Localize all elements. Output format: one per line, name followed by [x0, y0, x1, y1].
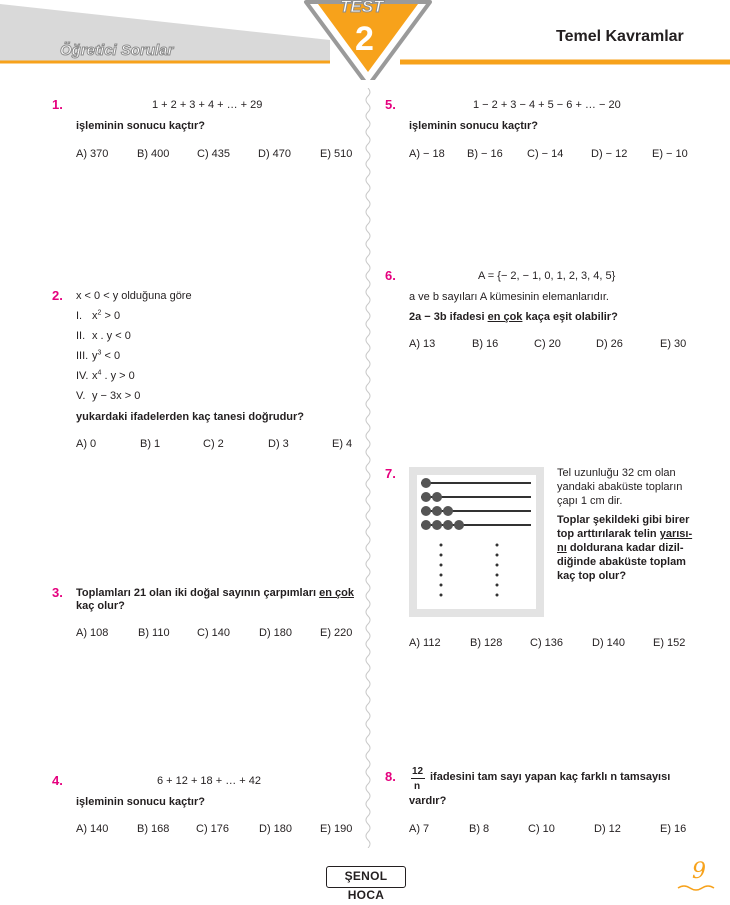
question-number: 5.	[385, 97, 396, 112]
question-prompt: işleminin sonucu kaçtır?	[76, 120, 205, 132]
option-c[interactable]: C) 435	[197, 148, 231, 160]
option-a[interactable]: A) 0	[76, 438, 97, 450]
roman-numeral: III.	[76, 350, 89, 362]
question-prompt-1: Toplar şekildeki gibi birer	[557, 514, 690, 526]
option-a[interactable]: A) 13	[409, 338, 436, 350]
option-d[interactable]: D) 180	[259, 823, 293, 835]
option-b[interactable]: B) 110	[138, 627, 170, 639]
option-b[interactable]: B) 400	[137, 148, 170, 160]
option-c[interactable]: C) 140	[197, 627, 231, 639]
roman-numeral: IV.	[76, 370, 89, 382]
question-prompt: ifadesini tam sayı yapan kaç farklı n tamsayısı	[430, 771, 671, 783]
option-a[interactable]: A) − 18	[409, 148, 445, 160]
option-d[interactable]: D) 140	[592, 637, 626, 649]
question-prompt-4: diğinde abaküste toplam	[557, 556, 686, 568]
option-d[interactable]: D) − 12	[591, 148, 628, 160]
section-label: Öğretici Sorular	[60, 42, 174, 59]
question-prompt: işleminin sonucu kaçtır?	[76, 796, 205, 808]
option-e[interactable]: E) 4	[332, 438, 353, 450]
option-a[interactable]: A) 370	[76, 148, 109, 160]
option-d[interactable]: D) 12	[594, 823, 621, 835]
option-c[interactable]: C) 136	[530, 637, 564, 649]
statement-2: II. x . y < 0	[76, 330, 131, 342]
fraction-bar	[411, 778, 425, 779]
roman-numeral: II.	[76, 330, 86, 342]
option-d[interactable]: D) 180	[259, 627, 293, 639]
question-expression: 1 − 2 + 3 − 4 + 5 − 6 + … − 20	[473, 99, 621, 111]
statement-1: I. $x^2 > 0$	[76, 309, 121, 322]
test-number: 2	[355, 20, 374, 58]
set-definition: A = {− 2, − 1, 0, 1, 2, 3, 4, 5}	[478, 270, 616, 282]
option-c[interactable]: C) 20	[534, 338, 561, 350]
question-prompt: yukardaki ifadelerden kaç tanesi doğrudur?	[76, 411, 305, 423]
question-expression: 1 + 2 + 3 + 4 + … + 29	[152, 99, 263, 111]
question-prompt: 2a − 3b ifadesi en çok kaça eşit olabilir?	[409, 311, 618, 323]
option-e[interactable]: E) − 10	[652, 148, 688, 160]
question-prompt-3: nı doldurana kadar dizil-	[557, 542, 684, 554]
page-number-underline	[676, 884, 720, 892]
statement-5: V. y − 3x > 0	[76, 390, 141, 402]
option-d[interactable]: D) 470	[258, 148, 292, 160]
option-e[interactable]: E) 220	[320, 627, 353, 639]
question-number: 4.	[52, 773, 63, 788]
statement-4: IV. $x^4$ . y > 0	[76, 369, 135, 382]
option-b[interactable]: B) 16	[472, 338, 499, 350]
question-number: 1.	[52, 97, 63, 112]
option-c[interactable]: C) 176	[196, 823, 230, 835]
option-e[interactable]: E) 152	[653, 637, 686, 649]
page-number: 9	[692, 859, 706, 884]
test-word: TEST	[340, 0, 384, 16]
option-a[interactable]: A) 140	[76, 823, 109, 835]
option-d[interactable]: D) 26	[596, 338, 623, 350]
question-prompt-cont: vardır?	[409, 795, 447, 807]
column-divider	[362, 88, 374, 848]
roman-numeral: V.	[76, 390, 86, 402]
fraction-numerator: 12	[412, 766, 424, 777]
question-expression: 6 + 12 + 18 + … + 42	[157, 775, 261, 787]
roman-numeral: I.	[76, 310, 83, 322]
abacus-figure	[409, 467, 544, 617]
question-context: a ve b sayıları A kümesinin elemanlarıdır.	[409, 291, 609, 303]
option-e[interactable]: E) 16	[660, 823, 687, 835]
question-desc-1: Tel uzunluğu 32 cm olan	[557, 467, 676, 479]
question-desc-3: çapı 1 cm dir.	[557, 495, 623, 507]
statement-3: III. $y^3 < 0$	[76, 349, 121, 362]
option-a[interactable]: A) 108	[76, 627, 109, 639]
prompt-rest: doldurana kadar dizil-	[566, 542, 684, 554]
question-number: 2.	[52, 288, 63, 303]
question-number: 8.	[385, 769, 396, 784]
option-e[interactable]: E) 30	[660, 338, 687, 350]
question-condition: x < 0 < y olduğuna göre	[76, 290, 192, 302]
question-number: 3.	[52, 585, 63, 600]
option-d[interactable]: D) 3	[268, 438, 289, 450]
question-prompt-2: top arttırılarak telin yarısı-	[557, 528, 693, 540]
question-number: 6.	[385, 268, 396, 283]
question-prompt-cont: kaç olur?	[76, 600, 125, 612]
brand-box	[326, 866, 406, 902]
fraction-denominator: n	[414, 781, 421, 792]
option-b[interactable]: B) − 16	[467, 148, 503, 160]
option-c[interactable]: C) 10	[528, 823, 555, 835]
question-prompt-5: kaç top olur?	[557, 570, 627, 582]
option-c[interactable]: C) 2	[203, 438, 224, 450]
option-a[interactable]: A) 112	[409, 637, 441, 649]
question-prompt: Toplamları 21 olan iki doğal sayının çarpımları en çok	[76, 587, 354, 599]
question-number: 7.	[385, 466, 396, 481]
option-c[interactable]: C) − 14	[527, 148, 564, 160]
question-desc-2: yandaki abaküste topların	[557, 481, 683, 493]
option-b[interactable]: B) 8	[469, 823, 490, 835]
option-e[interactable]: E) 510	[320, 148, 353, 160]
option-b[interactable]: B) 168	[137, 823, 170, 835]
question-prompt: işleminin sonucu kaçtır?	[409, 120, 538, 132]
option-e[interactable]: E) 190	[320, 823, 353, 835]
brand-label: ŞENOL HOCA	[344, 869, 388, 902]
topic-title: Temel Kavramlar	[556, 28, 684, 45]
option-b[interactable]: B) 1	[140, 438, 161, 450]
option-b[interactable]: B) 128	[470, 637, 503, 649]
option-a[interactable]: A) 7	[409, 823, 430, 835]
